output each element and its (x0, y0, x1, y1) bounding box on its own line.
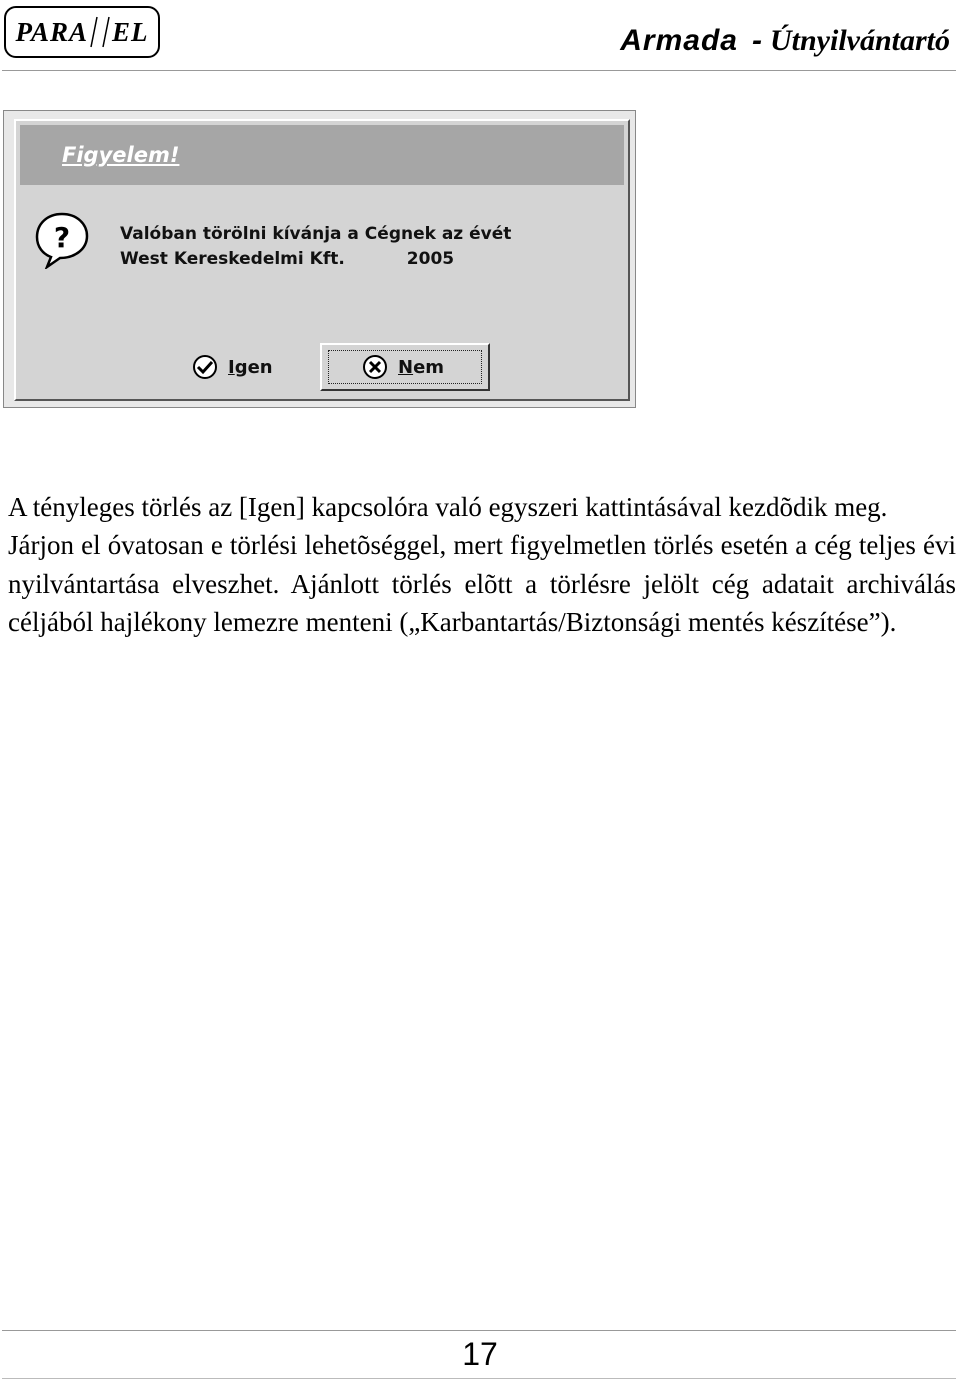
logo-parallel-bars (89, 15, 111, 49)
header-divider (2, 70, 956, 71)
no-label: em (413, 356, 445, 378)
header-title (620, 24, 950, 58)
yes-button[interactable] (192, 343, 312, 391)
app-name: Armada (620, 24, 738, 57)
logo-text-right: EL (112, 16, 149, 47)
dialog-message (120, 222, 511, 272)
footer-divider (2, 1330, 956, 1331)
parallel-logo (4, 6, 160, 58)
message-company: West Kereskedelmi Kft. (120, 249, 345, 269)
title-separator: - (751, 24, 762, 57)
dialog-titlebar (20, 125, 624, 185)
page-header (0, 0, 960, 72)
page-number: 17 (462, 1336, 498, 1372)
confirm-dialog (14, 119, 630, 401)
footer-bottom-divider (2, 1378, 956, 1379)
dialog-screenshot (3, 110, 636, 408)
question-balloon-icon (34, 211, 90, 269)
body-text (8, 488, 956, 642)
focus-rectangle (328, 350, 482, 384)
svg-text:?: ? (53, 221, 71, 254)
no-mnemonic: N (398, 356, 414, 378)
message-year: 2005 (406, 249, 455, 269)
logo-text-left: PARA (15, 16, 88, 47)
yes-mnemonic: I (228, 356, 235, 378)
no-button[interactable] (320, 343, 490, 391)
dialog-title: Figyelem! (62, 143, 180, 167)
app-subtitle: Útnyilvántartó (769, 24, 950, 57)
yes-label: gen (234, 356, 273, 378)
paragraph-2: Járjon el óvatosan e törlési lehetõséggel, mert figyelmetlen törlés esetén a cég teljes évi nyilvántartása elveszhet. Ajánlott törlés elõtt a törlésre jelölt cég adatait archiválás céljából hajlékony lemezre menteni („Karbantartás/Biztonsági mentés készítése”). (8, 530, 956, 638)
checkmark-icon (192, 354, 218, 380)
message-line1: Valóban törölni kívánja a Cégnek az évét (120, 224, 512, 244)
paragraph-1: A tényleges törlés az [Igen] kapcsolóra való egyszeri kattintásával kezdõdik meg. (8, 492, 888, 522)
